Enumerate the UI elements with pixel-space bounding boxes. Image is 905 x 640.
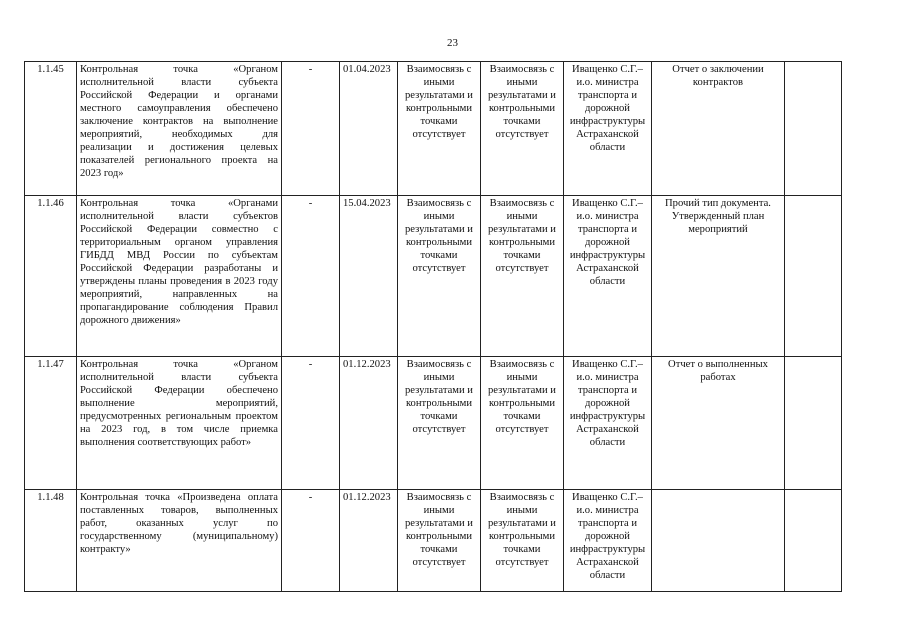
- deadline-date: 01.04.2023: [340, 62, 398, 196]
- base-value-cell: -: [282, 357, 340, 490]
- table-row: [25, 62, 842, 196]
- document-type: Отчет о заключении контрактов: [652, 62, 785, 196]
- document-type: [652, 490, 785, 592]
- successor-link: Взаимосвязь с иными результатами и контрольными точками отсутствует: [481, 357, 564, 490]
- responsible-person: Иващенко С.Г.– и.о. министра транспорта и дорожной инфраструктуры Астраханской области: [564, 62, 652, 196]
- row-number: 1.1.46: [25, 196, 77, 357]
- base-value-cell: -: [282, 490, 340, 592]
- responsible-person: Иващенко С.Г.– и.о. министра транспорта и дорожной инфраструктуры Астраханской области: [564, 490, 652, 592]
- control-point-description: Контрольная точка «Органом исполнительной власти субъекта Российской Федерации и органами местного самоуправления обеспечено заключение контрактов на выполнение мероприятий, необходимых для реализации и достижения целевых показателей регионального проекта на 2023 год»: [77, 62, 282, 196]
- deadline-date: 15.04.2023: [340, 196, 398, 357]
- predecessor-link: Взаимосвязь с иными результатами и контрольными точками отсутствует: [398, 490, 481, 592]
- base-value-cell: -: [282, 62, 340, 196]
- table-row: [25, 196, 842, 357]
- extra-cell: [785, 62, 842, 196]
- predecessor-link: Взаимосвязь с иными результатами и контрольными точками отсутствует: [398, 196, 481, 357]
- row-number: 1.1.45: [25, 62, 77, 196]
- row-number: 1.1.47: [25, 357, 77, 490]
- deadline-date: 01.12.2023: [340, 357, 398, 490]
- responsible-person: Иващенко С.Г.– и.о. министра транспорта и дорожной инфраструктуры Астраханской области: [564, 196, 652, 357]
- control-points-table: [24, 61, 842, 592]
- table-row: [25, 357, 842, 490]
- document-type: Отчет о выполненных работах: [652, 357, 785, 490]
- extra-cell: [785, 490, 842, 592]
- table-row: [25, 490, 842, 592]
- deadline-date: 01.12.2023: [340, 490, 398, 592]
- control-point-description: Контрольная точка «Органом исполнительной власти субъекта Российской Федерации обеспечено выполнение мероприятий, предусмотренных региональным проектом на 2023 год, в том числе приемка выполнения соответствующих работ»: [77, 357, 282, 490]
- responsible-person: Иващенко С.Г.– и.о. министра транспорта и дорожной инфраструктуры Астраханской области: [564, 357, 652, 490]
- successor-link: Взаимосвязь с иными результатами и контрольными точками отсутствует: [481, 62, 564, 196]
- control-point-description: Контрольная точка «Произведена оплата поставленных товаров, выполненных работ, оказанных услуг по государственному (муниципальному) контракту»: [77, 490, 282, 592]
- extra-cell: [785, 196, 842, 357]
- successor-link: Взаимосвязь с иными результатами и контрольными точками отсутствует: [481, 490, 564, 592]
- control-point-description: Контрольная точка «Органами исполнительной власти субъектов Российской Федерации совместно с территориальным органом управления ГИБДД МВД России по субъектам Российской Федерации разработаны и утверждены планы проведения в 2023 году мероприятий, направленных на пропагандирование соблюдения Правил дорожного движения»: [77, 196, 282, 357]
- row-number: 1.1.48: [25, 490, 77, 592]
- successor-link: Взаимосвязь с иными результатами и контрольными точками отсутствует: [481, 196, 564, 357]
- predecessor-link: Взаимосвязь с иными результатами и контрольными точками отсутствует: [398, 62, 481, 196]
- page-number: 23: [447, 37, 458, 49]
- base-value-cell: -: [282, 196, 340, 357]
- predecessor-link: Взаимосвязь с иными результатами и контрольными точками отсутствует: [398, 357, 481, 490]
- extra-cell: [785, 357, 842, 490]
- document-type: Прочий тип документа. Утвержденный план мероприятий: [652, 196, 785, 357]
